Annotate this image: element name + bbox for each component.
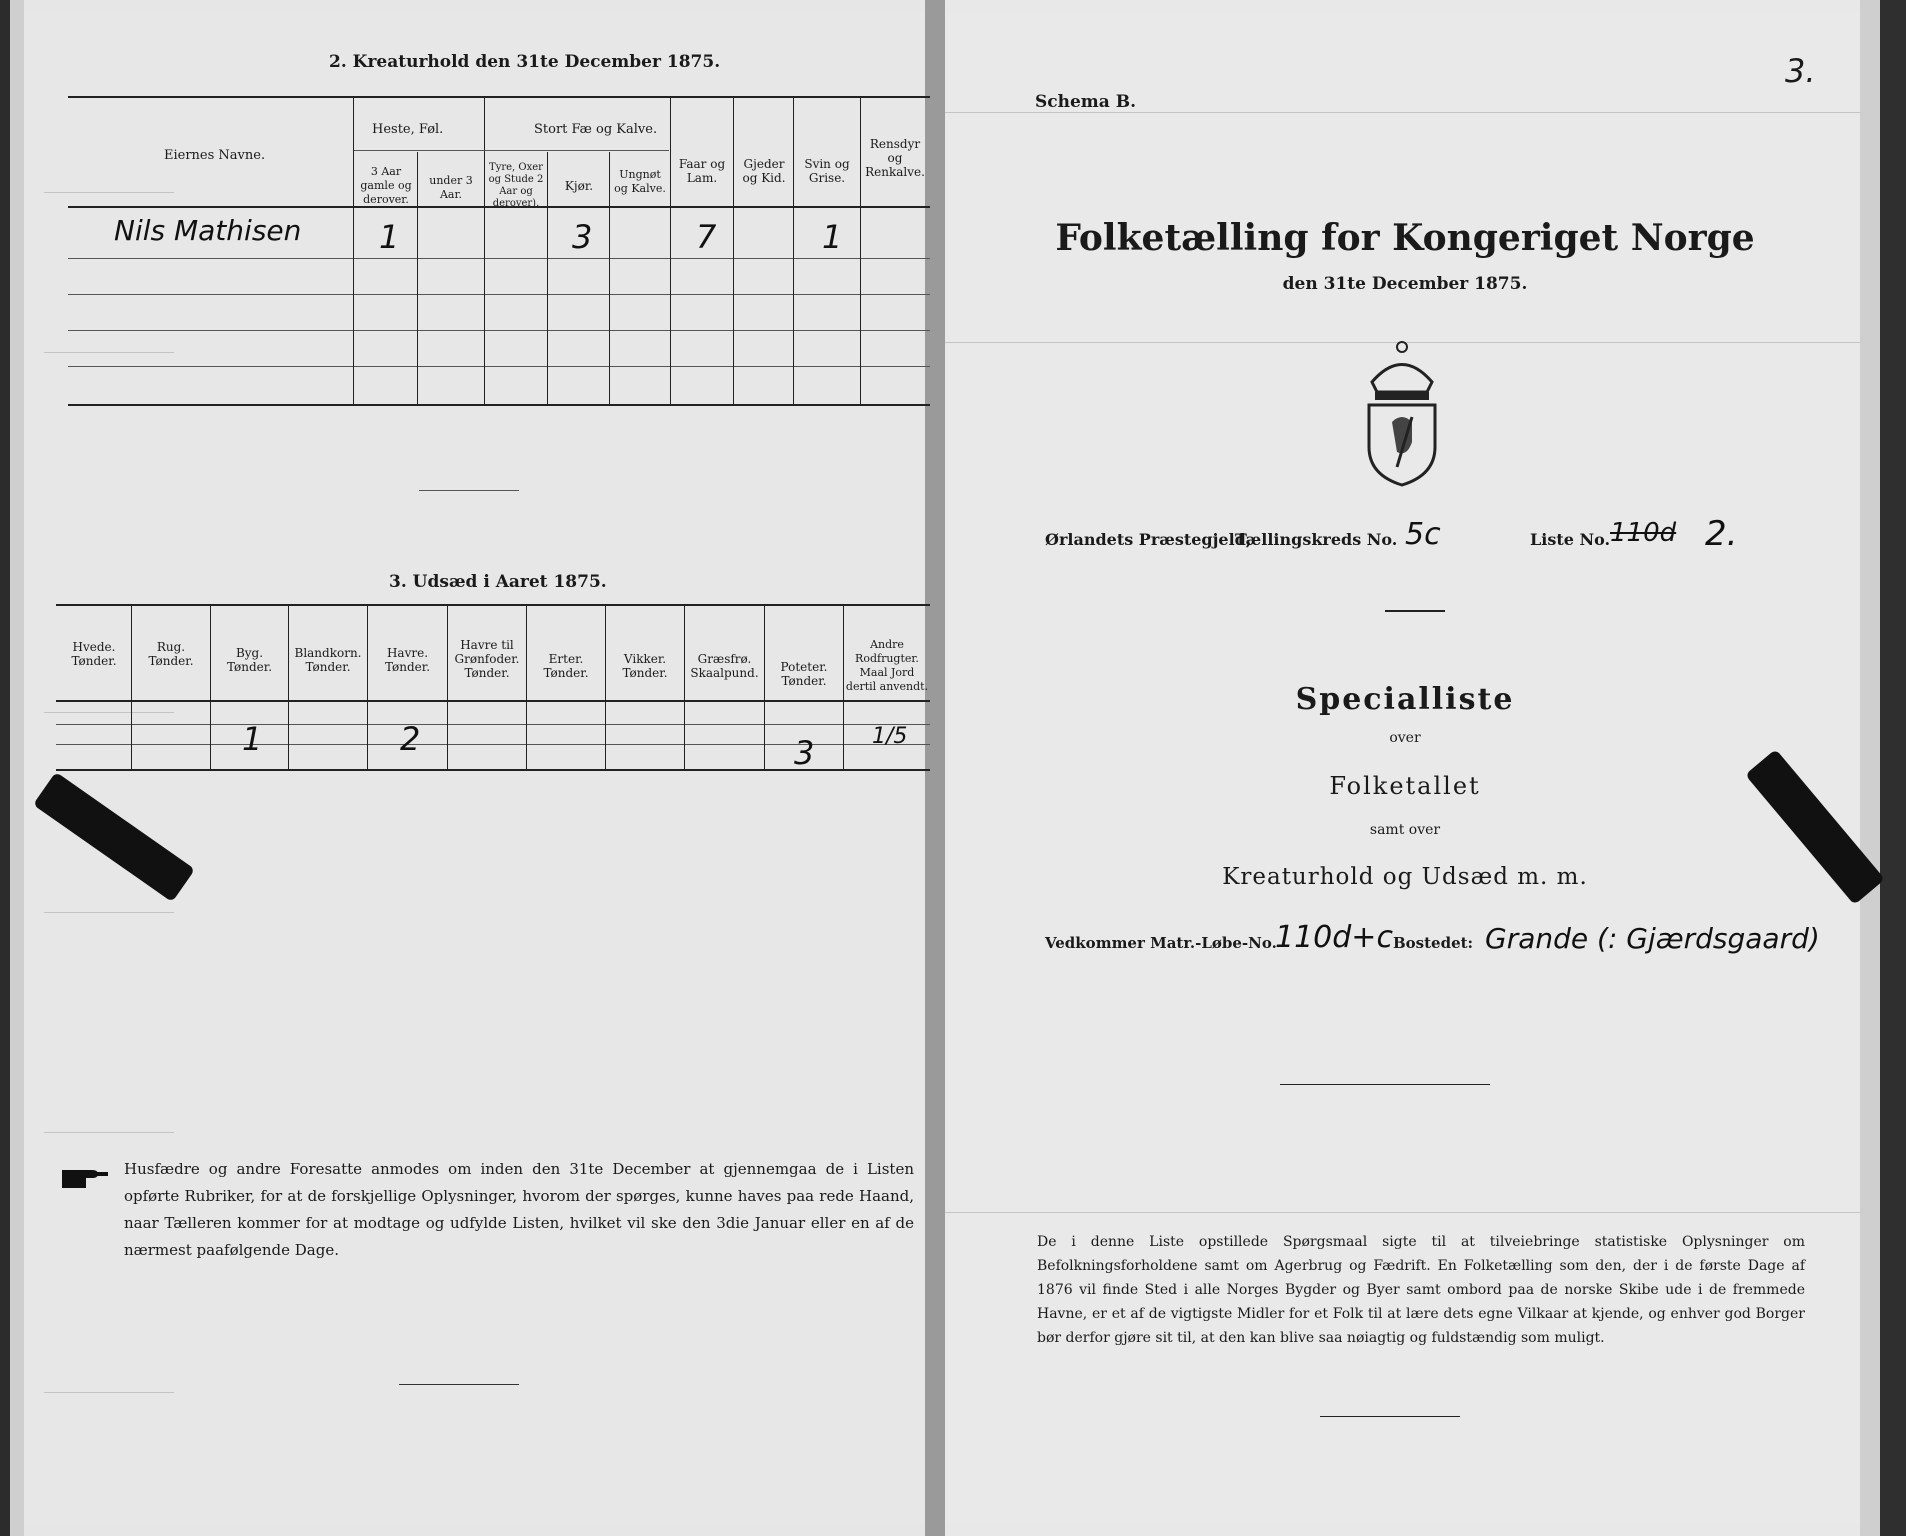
col-owner-header: Eiernes Navne.	[164, 148, 266, 163]
section2-title: 2. Kreaturhold den 31te December 1875.	[329, 52, 721, 72]
heste-a-cell: 1	[379, 218, 400, 256]
kreaturhold-label: Kreaturhold og Udsæd m. m.	[1222, 864, 1588, 890]
sow-col-andre: Andre Rodfrugter. Maal Jord dertil anvendt.	[845, 638, 929, 693]
faar-cell: 7	[696, 218, 717, 256]
col-heste-a-header: 3 Aar gamle og derover.	[360, 165, 412, 206]
bosted-label: Bostedet:	[1393, 934, 1474, 952]
district-label: Tællingskreds No.	[1235, 530, 1398, 549]
list-struck-value: 110d	[1610, 518, 1677, 548]
census-date: den 31te December 1875.	[1282, 274, 1528, 294]
col-faar-header: Faar og Lam.	[678, 157, 726, 185]
col-svin-header: Svin og Grise.	[804, 157, 850, 185]
bosted-value: Grande (: Gjærdsgaard)	[1485, 922, 1820, 955]
sow-col-rug: Rug. Tønder.	[148, 640, 194, 668]
sow-col-havre-gronfoder: Havre til Grønfoder. Tønder.	[454, 638, 520, 680]
binding-clip-left	[33, 772, 195, 902]
sow-col-graesfro: Græsfrø. Skaalpund.	[690, 652, 759, 680]
schema-label: Schema B.	[1035, 92, 1137, 112]
list-label: Liste No.	[1530, 530, 1611, 549]
col-stort-a-header: Tyre, Oxer og Stude 2 Aar og derover).	[488, 162, 544, 209]
col-gjeder-header: Gjeder og Kid.	[742, 157, 786, 185]
svin-cell: 1	[822, 218, 843, 256]
samt-over-label: samt over	[1369, 822, 1441, 838]
over-label-1: over	[1389, 730, 1421, 746]
poteter-value-cell: 3	[794, 734, 815, 772]
matr-label: Vedkommer Matr.-Løbe-No.	[1045, 934, 1277, 952]
sow-col-poteter: Poteter. Tønder.	[780, 660, 828, 688]
district-value: 5c	[1405, 517, 1441, 552]
kjor-cell: 3	[572, 218, 593, 256]
folketallet-label: Folketallet	[1329, 772, 1481, 800]
col-stort-header: Stort Fæ og Kalve.	[534, 122, 658, 137]
col-kjor-header: Kjør.	[564, 179, 594, 193]
main-title: Folketælling for Kongeriget Norge	[1055, 217, 1755, 259]
norwegian-coat-of-arms-icon	[1357, 337, 1447, 491]
sow-col-byg: Byg. Tønder.	[226, 646, 273, 674]
sow-col-erter: Erter. Tønder.	[543, 652, 589, 680]
col-heste-header: Heste, Føl.	[372, 122, 444, 137]
matr-value: 110d+c	[1275, 920, 1393, 955]
specialliste-title: Specialliste	[1295, 682, 1515, 717]
havre-value-cell: 2	[400, 720, 421, 758]
andre-value-cell: 1/5	[872, 724, 908, 749]
list-value: 2.	[1705, 514, 1738, 554]
right-page	[945, 12, 1860, 1524]
col-ungnot-header: Ungnøt og Kalve.	[614, 168, 666, 195]
sow-col-vikker: Vikker. Tønder.	[622, 652, 668, 680]
notice-text: Husfædre og andre Foresatte anmodes om inden den 31te December at gjennemgaa de i Listen opførte Rubriker, for at de forskjellige Oplysninger, hvorom der spørges, kunne haves paa rede Haand, naar Tælleren kommer for at modtage og udfylde Listen, hvilket vil ske den 3die Januar eller en af de nærmest paafølgende Dage.	[124, 1160, 914, 1259]
section3-title: 3. Udsæd i Aaret 1875.	[389, 572, 607, 592]
sow-col-hvede: Hvede. Tønder.	[71, 640, 117, 668]
parish-label: Ørlandets Præstegjeld,	[1045, 530, 1252, 549]
sow-col-blandkorn: Blandkorn. Tønder.	[294, 646, 362, 674]
pointing-hand-icon	[60, 1162, 110, 1196]
owner-name-cell: Nils Mathisen	[114, 214, 302, 247]
left-page	[24, 12, 929, 1524]
col-heste-b-header: under 3 Aar.	[429, 174, 473, 201]
col-rensdyr-header: Rensdyr og Renkalve.	[865, 137, 925, 179]
page-number: 3.	[1785, 52, 1816, 90]
sow-col-havre: Havre. Tønder.	[384, 646, 431, 674]
byg-value-cell: 1	[242, 720, 263, 758]
footer-text: De i denne Liste opstillede Spørgsmaal sigte til at tilveiebringe statistiske Oplysninger om Befolkningsforholdene samt om Agerbrug og Fædrift. En Folketælling som den, der i de første Dage af 1876 vil finde Sted i alle Norges Bygder og Byer samt ombord paa de norske Skibe ude i de fremmede Havne, er et af de vigtigste Midler for et Folk til at lære dets egne Vilkaar at kjende, og enhver god Borger bør derfor gjøre sit til, at den kan blive saa nøiagtig og fuldstændig som muligt.	[1037, 1234, 1805, 1346]
